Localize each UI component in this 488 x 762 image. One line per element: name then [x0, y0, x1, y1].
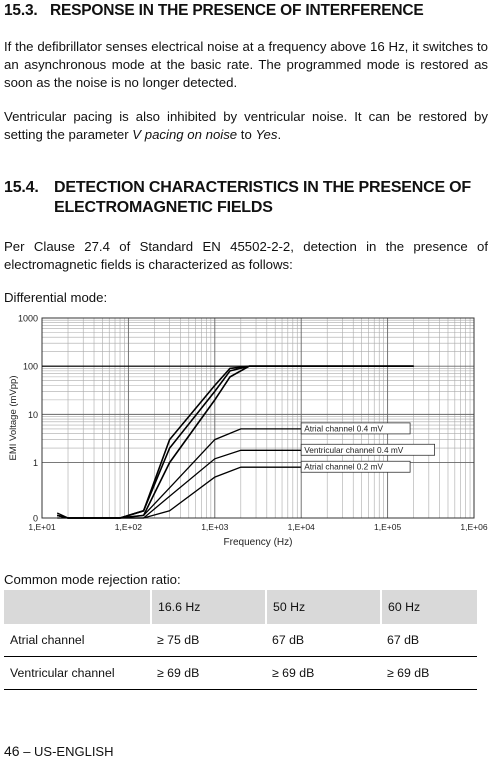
table-cell: ≥ 75 dB — [151, 624, 266, 657]
x-axis-title: Frequency (Hz) — [223, 537, 293, 548]
x-tick-label: 1,E+04 — [287, 522, 315, 532]
table-cell: ≥ 69 dB — [381, 657, 477, 690]
parameter-value: Yes — [255, 127, 278, 142]
parameter-name: V pacing on noise — [132, 127, 238, 142]
footer-text: – US-ENGLISH — [19, 744, 114, 759]
series-line — [57, 366, 413, 518]
y-axis-title: EMI Voltage (mVpp) — [8, 375, 19, 461]
table-header-cell — [4, 590, 151, 624]
page-number: 46 — [4, 743, 20, 759]
x-tick-label: 1,E+06 — [460, 522, 488, 532]
plot-frame — [42, 318, 474, 518]
series-label: Atrial channel 0.2 mV — [304, 461, 384, 472]
cmr-table — [4, 590, 477, 690]
paragraph-ventricular-noise — [4, 108, 488, 144]
section-number: 15.4. — [4, 179, 39, 196]
paragraph-text: Ventricular pacing is also inhibited by ventricular noise. It can be restored by setting the parameter — [4, 109, 488, 142]
x-tick-label: 1,E+05 — [374, 522, 402, 532]
section-title: DETECTION CHARACTERISTICS IN THE PRESENCE OF ELECTROMAGNETIC FIELDS — [54, 179, 472, 216]
y-tick-label: 100 — [22, 361, 38, 372]
y-tick-label: 10 — [27, 409, 38, 420]
section-number: 15.3. — [4, 2, 38, 19]
table-header-cell: 50 Hz — [266, 590, 381, 624]
section-title: RESPONSE IN THE PRESENCE OF INTERFERENCE — [50, 2, 424, 19]
y-tick-label: 0 — [32, 513, 38, 524]
paragraph-text: to — [237, 127, 256, 142]
y-tick-label: 1000 — [17, 313, 38, 324]
x-tick-label: 1,E+01 — [28, 522, 56, 532]
table-cell: 67 dB — [266, 624, 381, 657]
emi-chart — [4, 310, 488, 560]
table-header-cell: 16.6 Hz — [151, 590, 266, 624]
paragraph-noise-response: If the defibrillator senses electrical noise at a frequency above 16 Hz, it switches to an asynchronous mode at the basic rate. The programmed mode is restored as soon as the noise is no longer detected. — [4, 39, 488, 90]
paragraph-text: . — [277, 127, 282, 142]
table-header-cell: 60 Hz — [381, 590, 477, 624]
page-footer — [4, 743, 114, 759]
table-cell: ≥ 69 dB — [151, 657, 266, 690]
row-label: Atrial channel — [4, 624, 151, 657]
x-tick-label: 1,E+03 — [201, 522, 229, 532]
table-row — [4, 657, 477, 690]
series-line — [57, 366, 413, 518]
row-label: Ventricular channel — [4, 657, 151, 690]
section-heading-15-3 — [4, 2, 424, 20]
x-tick-label: 1,E+02 — [114, 522, 142, 532]
cmr-label: Common mode rejection ratio: — [4, 572, 181, 587]
differential-mode-label: Differential mode: — [4, 290, 108, 305]
table-cell: ≥ 69 dB — [266, 657, 381, 690]
table-row — [4, 624, 477, 657]
y-tick-label: 1 — [32, 458, 38, 469]
paragraph-detection-characteristics: Per Clause 27.4 of Standard EN 45502-2-2, detection in the presence of electromagnetic fields is characterized as follows: — [4, 239, 488, 272]
table-cell: 67 dB — [381, 624, 477, 657]
series-line — [57, 366, 413, 518]
table-header-row — [4, 590, 477, 624]
series-label: Ventricular channel 0.4 mV — [304, 444, 404, 455]
series-label: Atrial channel 0.4 mV — [304, 423, 384, 434]
emi-chart-svg — [4, 310, 488, 560]
